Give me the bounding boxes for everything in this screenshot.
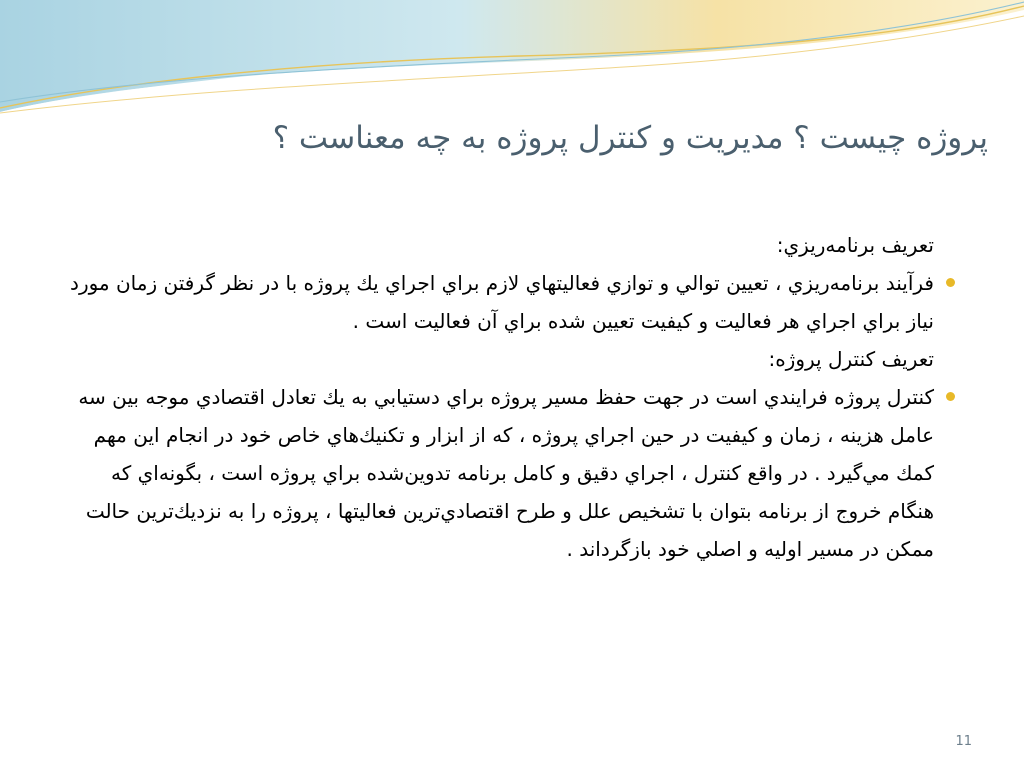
bullet-icon [946, 392, 955, 401]
header-wave-decoration [0, 0, 1024, 130]
control-list [60, 378, 934, 568]
slide-title: پروژه چيست ؟ مديريت و كنترل پروژه به چه معناست ؟ [272, 120, 988, 156]
slide-number: 11 [955, 734, 972, 749]
list-item [60, 264, 934, 340]
bullet-icon [946, 278, 955, 287]
slide-body [60, 226, 934, 568]
control-definition: كنترل پروژه فرايندي است در جهت حفظ مسير پروژه براي دستيابي به يك تعادل اقتصادي موجه بين سه عامل هزينه ، زمان و كيفيت در حين اجراي پروژه ، كه از ابزار و تكنيك‌هاي خاص خود در انجام اين مهم كمك مي‌گيرد . در واقع كنترل ، اجراي دقيق و كامل برنامه تدوين‌شده براي پروژه است ، بگونه‌اي كه هنگام خروج از برنامه بتوان با تشخيص علل و طرح اقتصادي‌ترين فعاليتها ، پروژه را به نزديك‌ترين حالت ممكن در مسير اوليه و اصلي خود بازگرداند . [78, 385, 934, 561]
planning-definition: فرآيند برنامه‌ريزي ، تعيين توالي و توازي فعاليتهاي لازم براي اجراي يك پروژه با در نظر گرفتن زمان مورد نياز براي اجراي هر فعاليت و كيفيت تعيين شده براي آن فعاليت است . [70, 271, 934, 333]
planning-heading: تعريف برنامه‌ريزي: [776, 233, 934, 257]
control-heading: تعريف كنترل پروژه: [768, 347, 934, 371]
list-item [60, 378, 934, 568]
planning-list [60, 264, 934, 340]
